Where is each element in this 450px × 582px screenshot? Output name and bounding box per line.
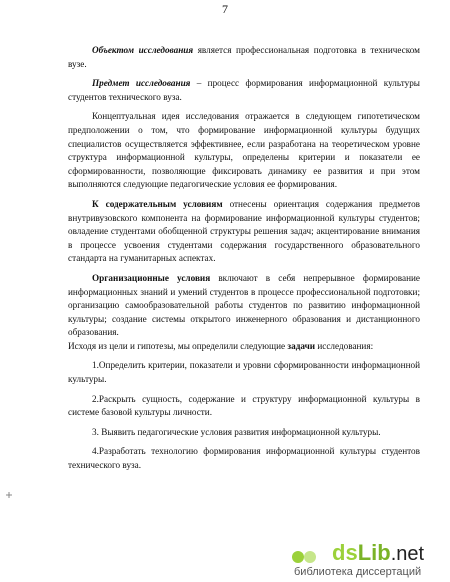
term-tasks: задачи <box>287 340 316 351</box>
paragraph-content-conditions <box>68 198 420 266</box>
dslib-logo-text <box>332 540 424 566</box>
task-text: 4.Разработать технологию формирования информационной культуры студентов технического вуза. <box>68 446 420 471</box>
task-item-1 <box>68 359 420 386</box>
paragraph-text: исследования: <box>315 340 374 351</box>
margin-mark-icon <box>6 492 12 498</box>
paragraph-text: является профессиональная подготовка в техническом вузе. <box>68 45 420 69</box>
term-object: Объектом исследования <box>92 45 194 55</box>
term-org-conditions: Организационные условия <box>92 272 211 283</box>
paragraph-concept <box>68 110 420 192</box>
paragraph-object <box>68 44 420 71</box>
dslib-watermark <box>290 540 450 582</box>
paragraph-tasks-intro <box>68 340 420 354</box>
paragraph-text: – процесс формирования информационной культуры студентов технического вуза. <box>68 78 420 102</box>
task-text: 1.Определить критерии, показатели и уровни сформированности информационной культуры. <box>68 360 420 385</box>
paragraph-text: Концептуальная идея исследования отражается в следующем гипотетическом предположении о том, что формирование информационной культуры будущих специалистов осуществляется эффективнее, если разработана на теоретическом уровне структура информационной культуры, определены критерии и показатели ее сформированности, позволяющие фиксировать динамику ее развития и при этом выполняются следующие педагогические условия ее формирования. <box>68 111 420 190</box>
task-text: 3. Выявить педагогические условия развития информационной культуры. <box>92 426 381 437</box>
dslib-subtitle: библиотека диссертаций <box>294 566 422 578</box>
task-item-3 <box>68 426 420 440</box>
paragraph-text: включают в себя непрерывное формирование информационных знаний и умений студентов в процессе профессиональной подготовки; организацию самообразовательной работы студентов по развитию информационной культуры; создание системы открытого инженерного образования и дистанционного образования. <box>68 272 420 338</box>
page-body <box>68 38 420 473</box>
page-number: 7 <box>222 2 228 16</box>
paragraph-text: Исходя из цели и гипотезы, мы определили следующие <box>68 340 288 351</box>
task-item-2 <box>68 393 420 420</box>
logo-net: .net <box>390 543 425 565</box>
task-item-4 <box>68 445 420 472</box>
paragraph-subject <box>68 77 420 104</box>
paragraph-org-conditions <box>68 272 420 340</box>
term-content-conditions: К содержательным условиям <box>92 198 223 209</box>
dslib-logo-icon <box>290 548 320 566</box>
task-text: 2.Раскрыть сущность, содержание и структуру информационной культуры в системе базовой культуры личности. <box>68 393 420 418</box>
logo-lib: Lib <box>357 540 391 565</box>
paragraph-text: отнесены ориентация содержания предметов внутривузовского компонента на формирование информационной культуры студентов; овладение студентами обобщенной структуры решения задач; акцентирование внимания в процессе усвоения студентами содержания государственного образовательного стандарта на гуманитарных аспектах. <box>68 198 420 264</box>
logo-ds: ds <box>332 540 358 565</box>
term-subject: Предмет исследования <box>92 78 191 89</box>
